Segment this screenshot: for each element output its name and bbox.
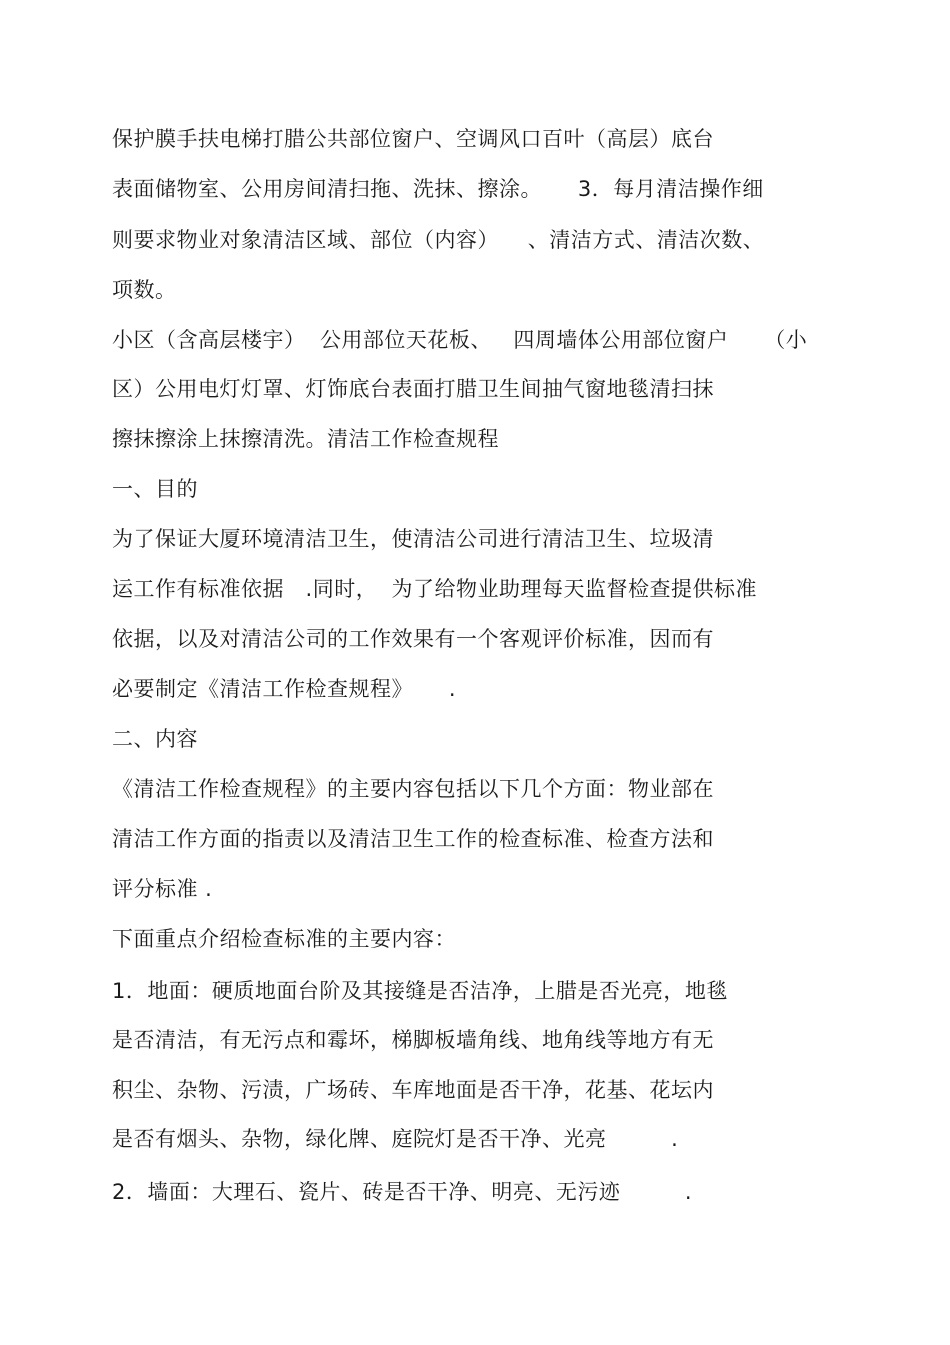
text-line: 依据，以及对清洁公司的工作效果有一个客观评价标准，因而有 xyxy=(112,627,714,651)
text-line: 运工作有标准依据 .同时， 为了给物业助理每天监督检查提供标准 xyxy=(112,577,758,601)
text-line: 2．墙面：大理石、瓷片、砖是否干净、明亮、无污迹 . xyxy=(112,1180,693,1204)
text-line: 区）公用电灯灯罩、灯饰底台表面打腊卫生间抽气窗地毯清扫抹 xyxy=(112,377,714,401)
text-line: 必要制定《清洁工作检查规程》 . xyxy=(112,677,457,701)
text-line: 评分标准 . xyxy=(112,877,213,901)
text-line: 则要求物业对象清洁区域、部位（内容） 、清洁方式、清洁次数、 xyxy=(112,228,765,252)
text-line: 保护膜手扶电梯打腊公共部位窗户、空调风口百叶（高层）底台 xyxy=(112,127,714,151)
text-line: 项数。 xyxy=(112,278,177,302)
text-line: 擦抹擦涂上抹擦清洗。清洁工作检查规程 xyxy=(112,427,499,451)
text-line: 表面储物室、公用房间清扫拖、洗抹、擦涂。 3．每月清洁操作细 xyxy=(112,177,764,201)
text-line: 为了保证大厦环境清洁卫生，使清洁公司进行清洁卫生、垃圾清 xyxy=(112,527,714,551)
text-line: 小区（含高层楼宇） 公用部位天花板、 四周墙体公用部位窗户 （小 xyxy=(112,328,808,352)
text-line: 下面重点介绍检查标准的主要内容： xyxy=(112,927,456,951)
text-line: 《清洁工作检查规程》的主要内容包括以下几个方面：物业部在 xyxy=(112,777,714,801)
section-heading: 一、目的 xyxy=(112,477,198,501)
text-line: 1．地面：硬质地面台阶及其接缝是否洁净，上腊是否光亮，地毯 xyxy=(112,979,728,1003)
text-line: 积尘、杂物、污渍，广场砖、车库地面是否干净，花基、花坛内 xyxy=(112,1078,714,1102)
text-line: 清洁工作方面的指责以及清洁卫生工作的检查标准、检查方法和 xyxy=(112,827,714,851)
section-heading: 二、内容 xyxy=(112,727,198,751)
text-line: 是否有烟头、杂物，绿化牌、庭院灯是否干净、光亮 . xyxy=(112,1127,679,1151)
text-line: 是否清洁，有无污点和霉坏，梯脚板墙角线、地角线等地方有无 xyxy=(112,1028,714,1052)
